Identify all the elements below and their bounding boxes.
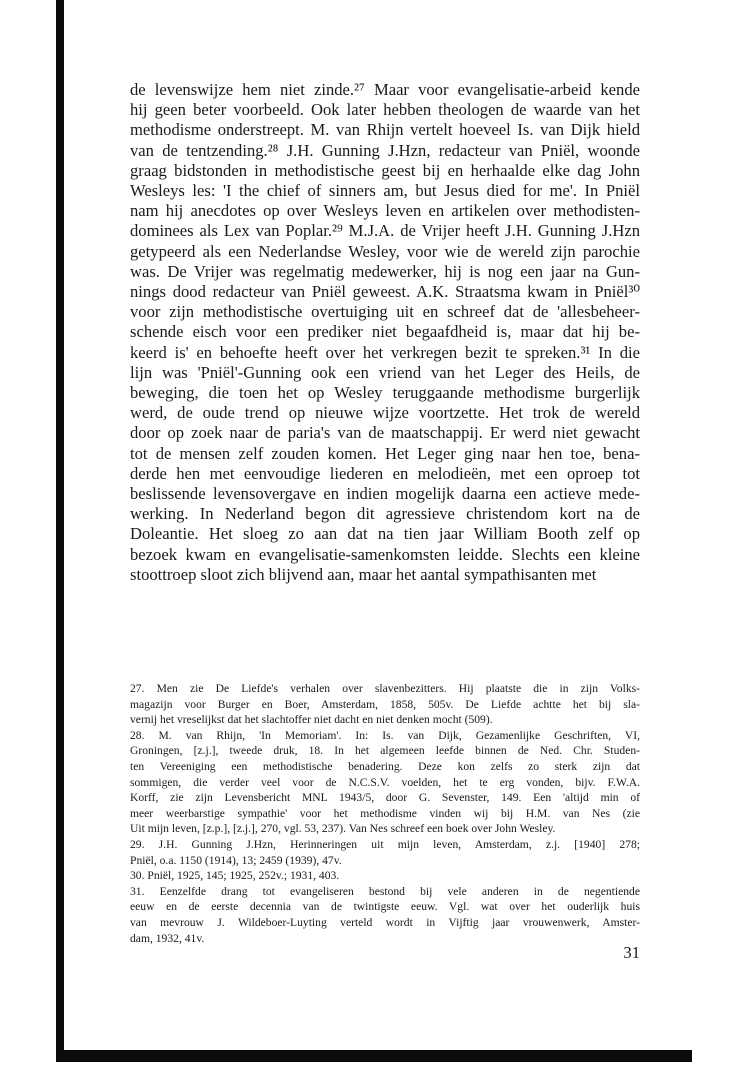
body-line: voor zijn methodistische overtuiging uit en schreef dat de 'allesbeheer- [130, 302, 640, 322]
footnote-line: Groningen, [z.j.], tweede druk, 18. In het algemeen leefde binnen de Ned. Chr. Studen- [130, 744, 640, 758]
scan-border-left [56, 0, 64, 1056]
footnote-line: meer weerbarstige sympathie' voor het methodisme vinden wij bij H.M. van Nes (zie [130, 806, 640, 820]
body-line: methodisme onderstreept. M. van Rhijn vertelt hoeveel Is. van Dijk hield [130, 120, 640, 140]
footnote-line: 30. Pniël, 1925, 145; 1925, 252v.; 1931, 403. [130, 869, 340, 883]
footnote-line: vernij het vreselijkst dat het slachtoffer niet dacht en niet denken mocht (509). [130, 713, 493, 727]
footnotes [130, 681, 640, 946]
body-line: nam hij anecdotes op over Wesleys leven en artikelen over methodisten- [130, 201, 640, 221]
footnote-line: magazijn voor Burger en Boer, Amsterdam, 1858, 505v. De Liefde achtte het bij sla- [130, 697, 640, 711]
body-line: bezoek kwam en evangelisatie-samenkomsten leidde. Slechts een kleine [130, 544, 640, 564]
body-line: nings dood redacteur van Pniël geweest. A.K. Straatsma kwam in Pniël³⁰ [130, 282, 640, 302]
body-line: derde hen met eenvoudige liederen en melodieën, met een oproep tot [130, 463, 640, 483]
body-text [130, 80, 640, 585]
body-line: tot de mensen zelf zouden komen. Het Leger ging naar hen toe, bena- [130, 443, 640, 463]
body-line: van de tentzending.²⁸ J.H. Gunning J.Hzn, redacteur van Pniël, woonde [130, 140, 640, 160]
body-line: dominees als Lex van Poplar.²⁹ M.J.A. de Vrijer heeft J.H. Gunning J.Hzn [130, 221, 640, 241]
body-line: stoottroep sloot zich blijvend aan, maar het aantal sympathisanten met [130, 564, 597, 584]
footnote-line: Korff, zie zijn Levensbericht MNL 1943/5, door G. Sevenster, 149. Een 'altijd min of [130, 791, 640, 805]
footnote-line: Pniël, o.a. 1150 (1914), 13; 2459 (1939), 47v. [130, 853, 342, 867]
body-line: getypeerd als een Nederlandse Wesley, voor wie de wereld zijn parochie [130, 241, 640, 261]
scan-border-bottom [56, 1050, 692, 1062]
body-line: hij geen beter voorbeeld. Ook later hebben theologen de waarde van het [130, 100, 640, 120]
footnote-line: van mevrouw J. Wildeboer-Luyting verteld wordt in Vijftig jaar vrouwenwerk, Amster- [130, 915, 640, 929]
body-line: was. De Vrijer was regelmatig medewerker, hij is nog een jaar na Gun- [130, 261, 640, 281]
body-line: beslissende levensovergave en indien mogelijk daarna een actieve mede- [130, 484, 640, 504]
footnote-line: ten Vereeniging een methodistische benadering. Deze kon zelfs zo sterk zijn dat [130, 759, 640, 773]
body-line: lijn was 'Pniël'-Gunning ook een vriend van het Leger des Heils, de [130, 362, 640, 382]
body-line: keerd is' en behoefte heeft over het verkregen bezit te spreken.³¹ In die [130, 342, 640, 362]
footnote-line: 29. J.H. Gunning J.Hzn, Herinneringen uit mijn leven, Amsterdam, z.j. [1940] 278; [130, 837, 640, 851]
footnote-line: 27. Men zie De Liefde's verhalen over slavenbezitters. Hij plaatste die in zijn Volks- [130, 682, 640, 695]
footnote-line: sommigen, die verder veel voor de N.C.S.V. voelden, het te erg vonden, bijv. F.W.A. [130, 775, 640, 789]
body-line: de levenswijze hem niet zinde.²⁷ Maar voor evangelisatie-arbeid kende [130, 80, 640, 99]
body-line: werking. In Nederland begon dit agressieve christendom kort na de [130, 504, 640, 524]
body-line: beweging, die toen het op Wesley teruggaande methodisme burgerlijk [130, 383, 640, 403]
body-line: Wesleys les: 'I the chief of sinners am, but Jesus died for me'. In Pniël [130, 181, 640, 201]
body-line: schende eisch voor een prediker niet begaafdheid is, maar dat hij be- [130, 322, 640, 342]
body-line: Doleantie. Het sloeg zo aan dat na tien jaar William Booth zelf op [130, 524, 640, 544]
footnote-line: 28. M. van Rhijn, 'In Memoriam'. In: Is. van Dijk, Gezamenlijke Geschriften, VI, [130, 728, 640, 742]
footnote-line: eeuw en de eerste decennia van de twintigste eeuw. Vgl. wat over het ouderlijk huis [130, 900, 640, 914]
footnote-line: Uit mijn leven, [z.p.], [z.j.], 270, vgl. 53, 237). Van Nes schreef een boek over John Wesley. [130, 822, 556, 836]
body-line: graag bidstonden in methodistische geest bij en herhaalde elke dag John [130, 160, 640, 180]
body-line: werd, de oude trend op nieuwe wijze voortzette. Het trok de wereld [130, 403, 640, 423]
body-line: door op zoek naar de paria's van de maatschappij. Er werd niet gewacht [130, 423, 640, 443]
footnote-line: 31. Eenzelfde drang tot evangeliseren bestond bij vele anderen in de negentiende [130, 884, 640, 898]
page-number: 31 [623, 943, 640, 962]
footnote-line: dam, 1932, 41v. [130, 931, 205, 945]
